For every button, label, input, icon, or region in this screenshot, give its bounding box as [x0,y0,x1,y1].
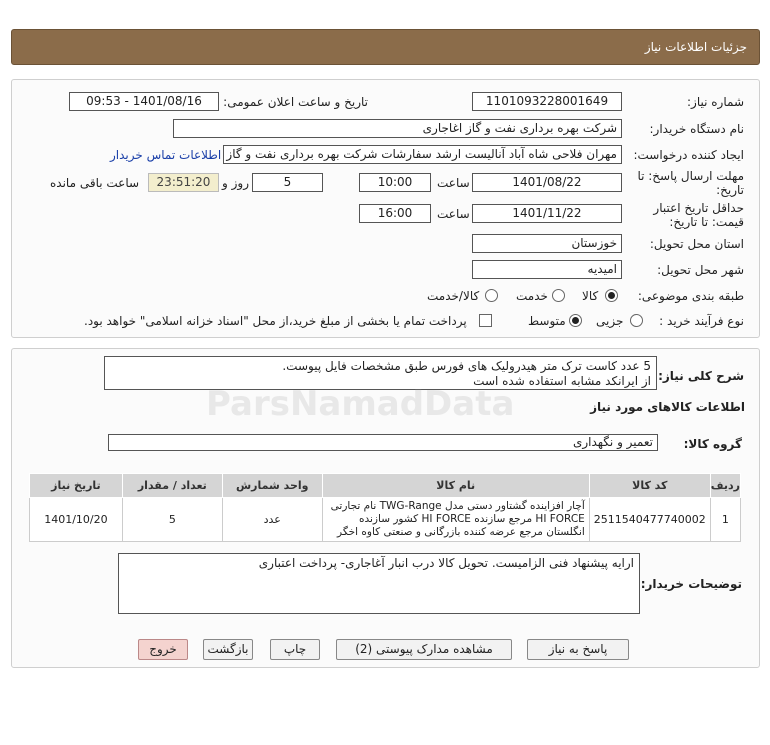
exit-button[interactable]: خروج [138,639,188,660]
need-number-field: 1101093228001649 [472,92,622,111]
category-goods-label: کالا [582,289,599,303]
process-medium-label: متوسط [528,314,566,328]
buyer-field: شرکت بهره برداری نفت و گاز اغاجاری [173,119,622,138]
province-field: خوزستان [472,234,622,253]
validity-date-field: 1401/11/22 [472,204,622,223]
validity-label: حداقل تاریخ اعتبار [653,201,744,215]
category-service-label: خدمت [516,289,548,303]
creator-field: مهران فلاحی شاه آباد آنالیست ارشد سفارشات شرکت بهره برداری نفت و گاز [223,145,622,164]
col-name: نام کالا [322,474,589,498]
buyer-label: نام دستگاه خریدار: [649,122,744,136]
deadline-label: مهلت ارسال پاسخ: تا [637,169,744,183]
col-unit: واحد شمارش [222,474,322,498]
category-goods-radio[interactable] [605,289,618,302]
attachments-button[interactable]: مشاهده مدارک پیوستی (2) [336,639,512,660]
col-row: ردیف [710,474,740,498]
buyer-notes-box: ارایه پیشنهاد فنی الزامیست. تحویل کالا درب انبار آغاجاری- پرداخت اعتباری [118,553,640,614]
print-button[interactable]: چاپ [270,639,320,660]
category-service-radio[interactable] [552,289,565,302]
deadline-label-2: تاریخ: [716,183,744,197]
category-both-radio[interactable] [485,289,498,302]
row-code: 2511540477740002 [589,498,710,542]
row-qty: 5 [122,498,222,542]
validity-label-2: قیمت: تا تاریخ: [669,215,744,229]
row-unit: عدد [222,498,322,542]
table-row[interactable] [30,498,741,542]
back-button[interactable]: بازگشت [203,639,253,660]
goods-table [29,473,741,542]
col-code: کد کالا [589,474,710,498]
validity-time-field: 16:00 [359,204,431,223]
announce-label: تاریخ و ساعت اعلان عمومی: [223,95,368,109]
contact-buyer-link[interactable]: اطلاعات تماس خریدار [110,148,222,162]
deadline-time-field: 10:00 [359,173,431,192]
buyer-notes-label: توضیحات خریدار: [640,577,742,591]
summary-box [104,356,657,390]
process-minor-label: جزیی [596,314,624,328]
creator-label: ایجاد کننده درخواست: [633,148,744,162]
city-label: شهر محل تحویل: [657,263,744,277]
summary-label: شرح کلی نیاز: [658,369,744,383]
days-label: روز و [222,176,249,190]
page-header [11,29,760,65]
deadline-date-field: 1401/08/22 [472,173,622,192]
goods-group-label: گروه کالا: [683,437,742,451]
days-field: 5 [252,173,323,192]
category-label: طبقه بندی موضوعی: [637,289,744,303]
summary-line-1: 5 عدد کاست ترک متر هیدرولیک های فورس طبق مشخصات فایل پیوست. [282,359,651,373]
process-label: نوع فرآیند خرید : [659,314,744,328]
province-label: استان محل تحویل: [649,237,744,251]
deadline-time-label: ساعت [437,176,470,190]
city-field: امیدیه [472,260,622,279]
announce-field: 1401/08/16 - 09:53 [69,92,219,111]
page-title: جزئیات اطلاعات نیاز [644,40,747,54]
remaining-time-field: 23:51:20 [148,173,219,192]
row-number: 1 [710,498,740,542]
col-qty: تعداد / مقدار [122,474,222,498]
row-date: 1401/10/20 [30,498,123,542]
col-date: تاریخ نیاز [30,474,123,498]
summary-line-2: از ایرانکد مشابه استفاده شده است [473,374,651,388]
goods-group-field: تعمیر و نگهداری [108,434,658,451]
reply-button[interactable]: پاسخ به نیاز [527,639,629,660]
process-medium-radio[interactable] [569,314,582,327]
row-name: آچار افزاینده گشتاور دستی مدل TWG-Range نام تجارتی HI FORCE مرجع سازنده HI FORCE کشور سازنده انگلستان مرجع عرضه کننده بازرگانی و صنعتی کاوه اخگر [322,498,589,542]
need-number-label: شماره نیاز: [687,95,744,109]
category-both-label: کالا/خدمت [427,289,480,303]
remaining-label: ساعت باقی مانده [50,176,140,190]
process-minor-radio[interactable] [630,314,643,327]
treasury-payment-note: پرداخت تمام یا بخشی از مبلغ خرید،از محل "اسناد خزانه اسلامی" خواهد بود. [84,314,467,328]
goods-table-header [30,474,741,498]
treasury-payment-checkbox[interactable] [479,314,492,327]
goods-section-title: اطلاعات کالاهای مورد نیاز [590,400,745,414]
validity-time-label: ساعت [437,207,470,221]
